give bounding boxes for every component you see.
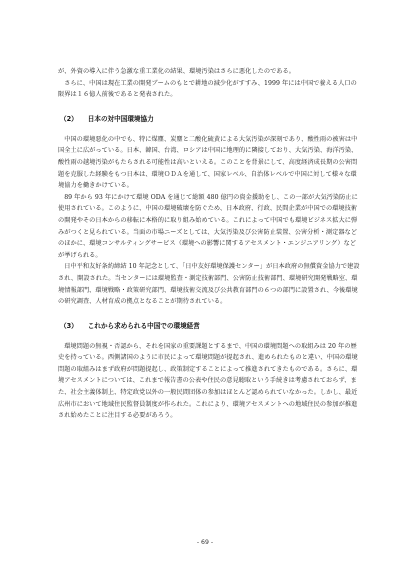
paragraph: 89 年から 93 年にかけて環境 ODA を通じて総額 480 億円の資金援助をし、この一部が大気汚染防止に使用されている。このように、中国の環境破壊を防ぐため、日本政府、行政、民間企業が中国での環境技術の開発やその日本からの移転に本格的に取り組み始めている。これによって中国でも環境ビジネス拡大に弾みがつくと見られている。当面の市場ニーズとしては、大気汚染及び公害防止装置、公害分析・測定器などのほかに、環境コンサルティングサービス（環境への影響に関するアセスメント・エンジニアリング）などが挙げられる。 bbox=[58, 193, 358, 259]
section-number: （2） bbox=[60, 114, 78, 123]
paragraph: が、外資の導入に伴う急激な重工業化の結果、環境汚染はさらに悪化したのである。 bbox=[58, 68, 296, 75]
paragraph: 日中平和友好条約締結 10 年記念として、「日中友好環境保護センター」が日本政府の無償資金協力で建設され、開設された。当センターには環境監査・測定技術部門、公害防止技術部門、環境研究開発戦略室、環境情報部門、環境戦略・政策研究部門、環境技術交流及び公共教育部門の６つの部門に設置され、今後環境の研究調査、人材育成の拠点となることが期待されている。 bbox=[58, 263, 360, 306]
paragraph: 環境問題の無視・否認から、それを国家の重要課題とするまで、中国の環境問題への取組みは 20 年の歴史を持っている。西側諸国のように市民によって環境問題が提起され、進められたものと違い、中国の環境問題の取組みはまず政府が問題提起し、政策制定することによって推進されてきたものである。さらに、環境アセスメントについては、これまで報告書の公表や住民の意見聴取という手続きは考慮されておらず、また、社会主義体制上、特定政党以外の一般民間団体の参加はほとんど認められていなかった。しかし、最近広州市において地域住民監督員制度が作られた。これにより、環境アセスメントへの地域住民の参加が推進され始めたことに注目する必要があろう。 bbox=[58, 342, 358, 420]
section-title: これから求められる中国での環境経営 bbox=[87, 321, 200, 330]
section-heading bbox=[58, 113, 360, 125]
section-title: 日本の対中国環境協力 bbox=[87, 114, 154, 123]
section-heading bbox=[58, 320, 360, 332]
paragraph: 中国の環境悪化の中でも、特に煤塵、炭塵と二酸化硫黄による大気汚染が深刻であり、酸性雨の被害は中国全土に広がっている。日本、韓国、台湾、ロシアは中国に地理的に隣接しており、大気汚染、海洋汚染、酸性雨の越境汚染がもたらされる可能性は高いといえる。このことを背景にして、高度経済成長期の公害問題を克服した経験をもつ日本は、環境ＯＤＡを通して、国家レベル、自治体レベルで中国に対して様々な環境協力を働きかけている。 bbox=[58, 135, 358, 190]
section-number: （3） bbox=[60, 321, 78, 330]
paragraph: さらに、中国は現在工業の開発ブームのもとで耕地の減少化がすすみ、1999 年には中国で養える人口の限界は１６億人前後であると発表された。 bbox=[58, 79, 357, 99]
page-number: - 69 - bbox=[196, 539, 214, 546]
